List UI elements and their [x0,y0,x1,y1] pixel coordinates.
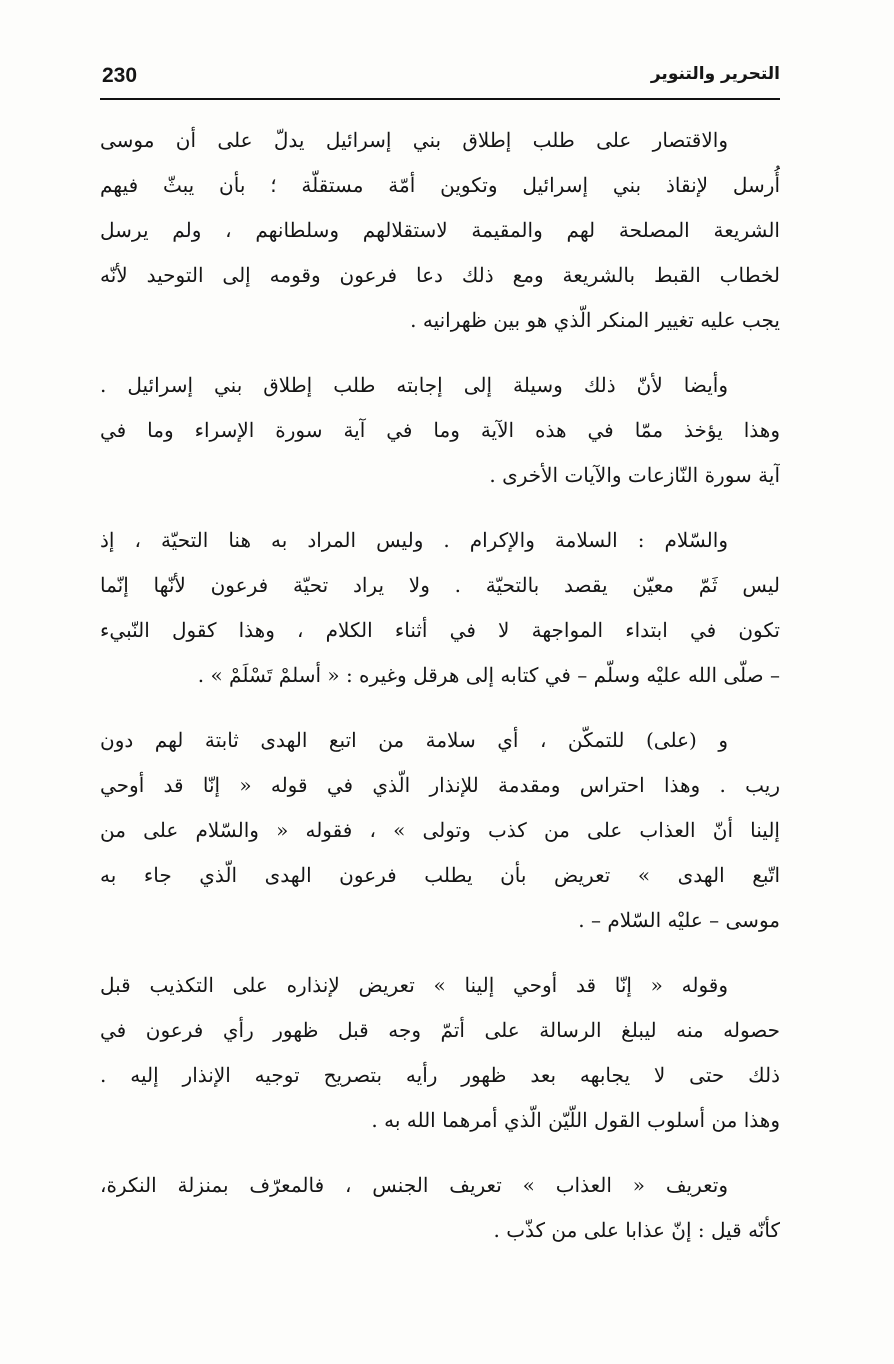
paragraph-2 [100,363,780,498]
text-line: وأيضا لأنّ ذلك وسيلة إلى إجابته طلب إطلاق بني إسرائيل . [100,373,728,397]
text-line: – صلّى الله عليْه وسلّم – في كتابه إلى هرقل وغيره : « أسلمْ تَسْلَمْ » . [197,663,780,687]
text-line: وهذا يؤخذ ممّا في هذه الآية وما في آية سورة الإسراء وما في [100,418,780,442]
text-line: والسّلام : السلامة والإكرام . وليس المراد به هنا التحيّة ، إذ [100,528,728,552]
paragraph-3 [100,518,780,698]
paragraph-6 [100,1163,780,1253]
paragraph-4 [100,718,780,943]
text-line: إلينا أنّ العذاب على من كذب وتولى » ، فقوله « والسّلام على من [100,818,780,842]
text-line: و (على) للتمكّن ، أي سلامة من اتبع الهدى ثابتة لهم دون [100,728,728,752]
text-line: موسى – عليْه السّلام – . [578,908,780,932]
text-line: اتّبع الهدى » تعريض بأن يطلب فرعون الهدى الّذي جاء به [100,863,780,887]
text-line: الشريعة المصلحة لهم والمقيمة لاستقلالهم وسلطانهم ، ولم يرسل [100,218,780,242]
text-line: ريب . وهذا احتراس ومقدمة للإنذار الّذي في قوله « إنّا قد أوحي [100,773,780,797]
text-line: يجب عليه تغيير المنكر الّذي هو بين ظهرانيه . [410,308,780,332]
text-line: ذلك حتى لا يجابهه بعد ظهور رأيه بتصريح توجيه الإنذار إليه . [100,1063,780,1087]
text-line: كأنّه قيل : إنّ عذابا على من كذّب . [493,1218,780,1242]
page-number: 230 [102,64,138,87]
text-line: وقوله « إنّا قد أوحي إلينا » تعريض لإنذاره على التكذيب قبل [100,973,728,997]
paragraph-5 [100,963,780,1143]
text-line: أُرسل لإنقاذ بني إسرائيل وتكوين أمّة مستقلّة ؛ بأن يبثّ فيهم [100,173,780,197]
text-line: تكون في ابتداء المواجهة لا في أثناء الكلام ، وهذا كقول النّبيء [100,618,780,642]
body-text [100,118,780,1273]
paragraph-1 [100,118,780,343]
text-line: وهذا من أسلوب القول اللّيّن الّذي أمرهما الله به . [371,1108,780,1132]
text-line: ليس ثَمّ معيّن يقصد بالتحيّة . ولا يراد تحيّة فرعون لأنّها إنّما [100,573,780,597]
text-line: حصوله منه ليبلغ الرسالة على أتمّ وجه قبل ظهور رأي فرعون في [100,1018,780,1042]
text-line: لخطاب القبط بالشريعة ومع ذلك دعا فرعون وقومه إلى التوحيد لأنّه [100,263,780,287]
running-title: التحرير والتنوير [650,64,780,84]
page-header [100,62,780,100]
text-line: آية سورة النّازعات والآيات الأخرى . [489,463,780,487]
text-line: والاقتصار على طلب إطلاق بني إسرائيل يدلّ على أن موسى [100,128,728,152]
text-line: وتعريف « العذاب » تعريف الجنس ، فالمعرّف بمنزلة النكرة، [100,1173,728,1197]
